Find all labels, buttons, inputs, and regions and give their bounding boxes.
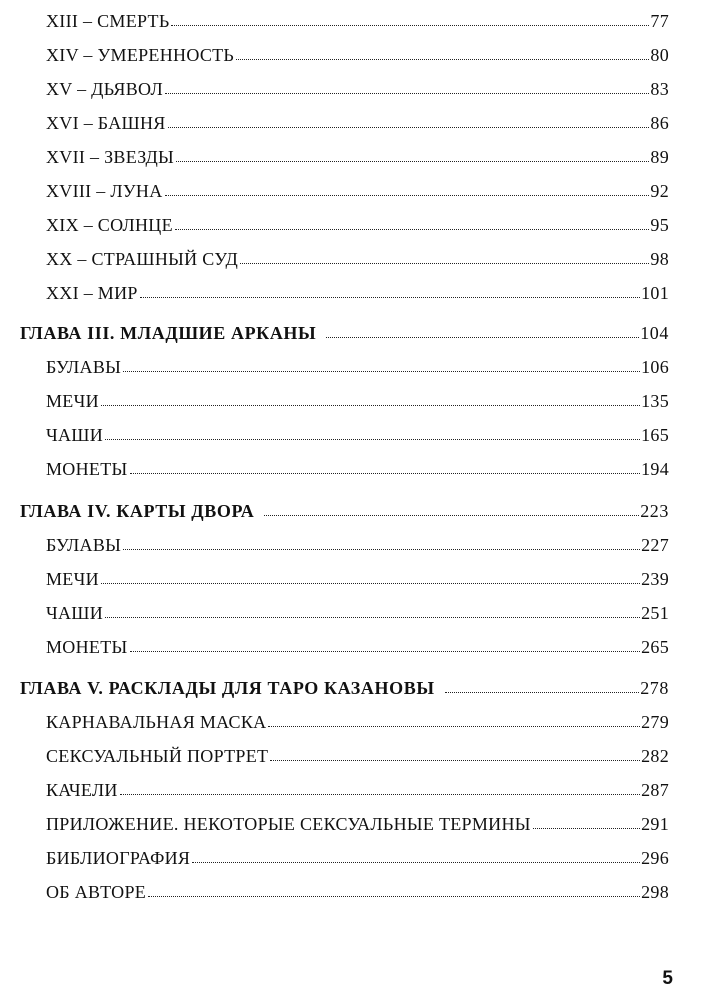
toc-entry	[46, 455, 669, 479]
dot-leader	[270, 760, 640, 761]
toc-entry	[46, 353, 669, 377]
toc-entry	[46, 844, 669, 868]
dot-leader	[101, 405, 640, 406]
toc-chapter-heading	[20, 674, 669, 698]
dot-leader	[148, 896, 640, 897]
dot-leader	[165, 93, 649, 94]
toc-entry-page: 251	[641, 603, 669, 623]
toc-entry-title: XVI – БАШНЯ	[46, 113, 166, 133]
dot-leader	[130, 651, 641, 652]
dot-leader	[445, 692, 640, 693]
toc-entry-title: МЕЧИ	[46, 569, 99, 589]
toc-entry-page: 227	[641, 535, 669, 555]
toc-entry-title: ОБ АВТОРЕ	[46, 882, 147, 902]
toc-entry-title: XV – ДЬЯВОЛ	[46, 79, 163, 99]
toc-entry-page: 278	[640, 678, 669, 698]
dot-leader	[268, 726, 640, 727]
toc-chapter-title: ГЛАВА IV. КАРТЫ ДВОРА	[20, 501, 255, 521]
toc-entry-page: 165	[641, 425, 669, 445]
toc-entry-page: 282	[641, 746, 669, 766]
dot-leader	[175, 229, 649, 230]
dot-leader	[130, 473, 641, 474]
dot-leader	[105, 617, 640, 618]
toc-entry	[46, 878, 669, 902]
page-number: 5	[662, 968, 673, 989]
toc-entry	[46, 245, 669, 269]
toc-entry	[46, 565, 669, 589]
toc-entry	[46, 7, 669, 31]
toc-entry-title: XVII – ЗВЕЗДЫ	[46, 147, 175, 167]
toc-entry	[46, 810, 669, 834]
toc-entry	[46, 211, 669, 235]
toc-entry-title: СЕКСУАЛЬНЫЙ ПОРТРЕТ	[46, 746, 269, 766]
toc-entry-page: 279	[641, 712, 669, 732]
dot-leader	[140, 297, 640, 298]
toc-entry-page: 92	[650, 181, 669, 201]
toc-entry-page: 265	[641, 637, 669, 657]
dot-leader	[171, 25, 649, 26]
toc-entry-page: 135	[641, 391, 669, 411]
toc-entry-page: 95	[650, 215, 669, 235]
dot-leader	[120, 794, 640, 795]
toc-entry-page: 86	[650, 113, 669, 133]
toc-entry	[46, 742, 669, 766]
toc-entry	[46, 421, 669, 445]
toc-entry	[46, 143, 669, 167]
dot-leader	[168, 127, 650, 128]
toc-entry	[46, 177, 669, 201]
dot-leader	[326, 337, 639, 338]
toc-entry-title: МОНЕТЫ	[46, 459, 128, 479]
toc-chapter-heading	[20, 497, 669, 521]
toc-entry-page: 296	[641, 848, 669, 868]
toc-entry	[46, 41, 669, 65]
toc-entry-title: БИБЛИОГРАФИЯ	[46, 848, 191, 868]
dot-leader	[240, 263, 649, 264]
toc-entry	[46, 708, 669, 732]
toc-entry	[46, 75, 669, 99]
dot-leader	[192, 862, 640, 863]
toc-entry-page: 80	[650, 45, 669, 65]
toc-entry-page: 101	[641, 283, 669, 303]
toc-entry-title: XXI – МИР	[46, 283, 138, 303]
toc-entry-title: XIX – СОЛНЦЕ	[46, 215, 173, 235]
dot-leader	[264, 515, 639, 516]
toc-entry-title: ЧАШИ	[46, 425, 104, 445]
dot-leader	[105, 439, 640, 440]
dot-leader	[101, 583, 640, 584]
toc-entry-page: 223	[640, 501, 669, 521]
toc-entry	[46, 531, 669, 555]
toc-entry-page: 89	[650, 147, 669, 167]
toc-entry-title: КАРНАВАЛЬНАЯ МАСКА	[46, 712, 267, 732]
toc-entry-title: БУЛАВЫ	[46, 357, 122, 377]
toc-entry-page: 239	[641, 569, 669, 589]
toc-chapter-heading	[20, 319, 669, 343]
dot-leader	[165, 195, 650, 196]
toc-entry-title: XIV – УМЕРЕННОСТЬ	[46, 45, 235, 65]
toc-entry	[46, 633, 669, 657]
dot-leader	[176, 161, 649, 162]
toc-entry-page: 83	[650, 79, 669, 99]
toc-entry-title: БУЛАВЫ	[46, 535, 122, 555]
toc-entry-title: ПРИЛОЖЕНИЕ. НЕКОТОРЫЕ СЕКСУАЛЬНЫЕ ТЕРМИНЫ	[46, 814, 531, 834]
toc-entry-page: 77	[650, 11, 669, 31]
toc-chapter-title: ГЛАВА V. РАСКЛАДЫ ДЛЯ ТАРО КАЗАНОВЫ	[20, 678, 435, 698]
toc-entry	[46, 109, 669, 133]
toc-entry-page: 98	[650, 249, 669, 269]
toc-entry	[46, 387, 669, 411]
toc-entry	[46, 599, 669, 623]
toc-entry-page: 194	[641, 459, 669, 479]
toc-entry-title: XX – СТРАШНЫЙ СУД	[46, 249, 239, 269]
toc-chapter-title: ГЛАВА III. МЛАДШИЕ АРКАНЫ	[20, 323, 317, 343]
toc-entry-page: 298	[641, 882, 669, 902]
toc-entry-title: XIII – СМЕРТЬ	[46, 11, 170, 31]
toc-entry-page: 291	[641, 814, 669, 834]
toc-entry	[46, 776, 669, 800]
toc-entry-title: КАЧЕЛИ	[46, 780, 118, 800]
toc-entry-title: ЧАШИ	[46, 603, 104, 623]
dot-leader	[123, 371, 640, 372]
toc-entry-title: МЕЧИ	[46, 391, 99, 411]
toc-entry-page: 106	[641, 357, 669, 377]
dot-leader	[533, 828, 640, 829]
toc-entry-title: МОНЕТЫ	[46, 637, 128, 657]
dot-leader	[123, 549, 640, 550]
toc-entry-page: 287	[641, 780, 669, 800]
toc-entry-page: 104	[640, 323, 669, 343]
toc-entry	[46, 279, 669, 303]
dot-leader	[236, 59, 649, 60]
toc-entry-title: XVIII – ЛУНА	[46, 181, 163, 201]
